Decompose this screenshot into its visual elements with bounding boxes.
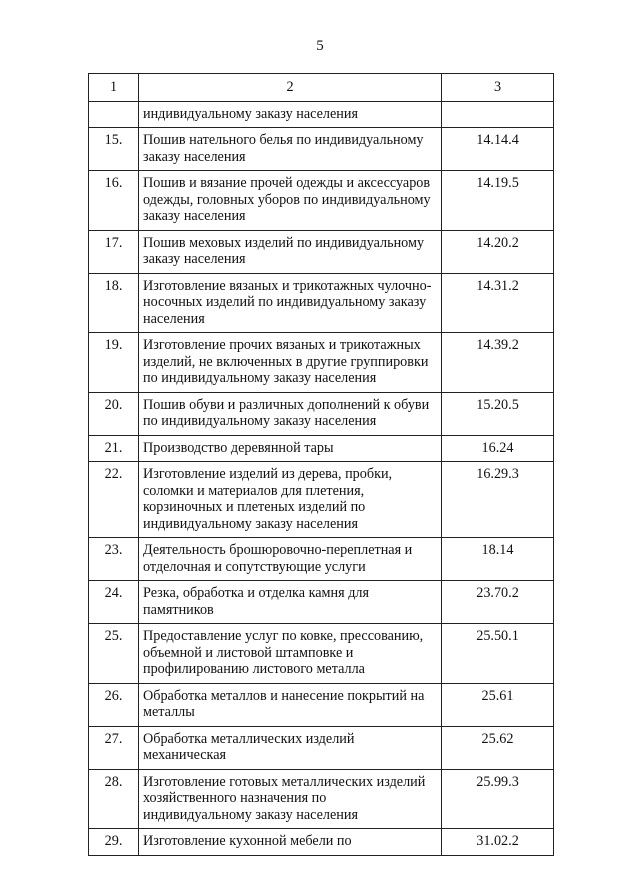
row-description: индивидуальному заказу населения xyxy=(139,101,442,128)
row-code: 16.29.3 xyxy=(442,462,554,538)
table-row xyxy=(89,769,554,829)
row-description: Пошив нательного белья по индивидуальному заказу населения xyxy=(139,128,442,171)
row-description: Предоставление услуг по ковке, прессованию, объемной и листовой штамповке и профилированию листового металла xyxy=(139,624,442,684)
table-row xyxy=(89,581,554,624)
row-code: 14.14.4 xyxy=(442,128,554,171)
row-description: Обработка металлов и нанесение покрытий на металлы xyxy=(139,683,442,726)
row-code: 25.99.3 xyxy=(442,769,554,829)
row-code: 31.02.2 xyxy=(442,829,554,856)
row-description: Производство деревянной тары xyxy=(139,435,442,462)
row-code: 23.70.2 xyxy=(442,581,554,624)
row-number: 25. xyxy=(89,624,139,684)
row-number: 24. xyxy=(89,581,139,624)
table-header-row xyxy=(89,74,554,102)
row-code: 14.31.2 xyxy=(442,273,554,333)
row-description: Изготовление вязаных и трикотажных чулочно-носочных изделий по индивидуальному заказу населения xyxy=(139,273,442,333)
row-number: 28. xyxy=(89,769,139,829)
row-code xyxy=(442,101,554,128)
row-number: 27. xyxy=(89,726,139,769)
page-number: 5 xyxy=(316,38,324,54)
table-row xyxy=(89,683,554,726)
row-number: 17. xyxy=(89,230,139,273)
table-row xyxy=(89,462,554,538)
row-number: 20. xyxy=(89,392,139,435)
row-description: Пошив обуви и различных дополнений к обуви по индивидуальному заказу населения xyxy=(139,392,442,435)
row-description: Резка, обработка и отделка камня для памятников xyxy=(139,581,442,624)
header-cell-description: 2 xyxy=(139,74,442,102)
table-row xyxy=(89,230,554,273)
row-number xyxy=(89,101,139,128)
row-description: Деятельность брошюровочно-переплетная и отделочная и сопутствующие услуги xyxy=(139,538,442,581)
row-description: Изготовление кухонной мебели по xyxy=(139,829,442,856)
row-code: 14.19.5 xyxy=(442,171,554,231)
table-row xyxy=(89,392,554,435)
row-number: 15. xyxy=(89,128,139,171)
table-row xyxy=(89,171,554,231)
row-number: 21. xyxy=(89,435,139,462)
table-row xyxy=(89,435,554,462)
row-code: 25.50.1 xyxy=(442,624,554,684)
row-description: Изготовление прочих вязаных и трикотажных изделий, не включенных в другие группировки по индивидуальному заказу населения xyxy=(139,333,442,393)
table-row xyxy=(89,829,554,856)
table-row xyxy=(89,726,554,769)
table-row xyxy=(89,624,554,684)
row-description: Изготовление готовых металлических изделий хозяйственного назначения по индивидуальному заказу населения xyxy=(139,769,442,829)
row-number: 16. xyxy=(89,171,139,231)
row-number: 19. xyxy=(89,333,139,393)
row-number: 29. xyxy=(89,829,139,856)
row-description: Обработка металлических изделий механическая xyxy=(139,726,442,769)
table-row xyxy=(89,101,554,128)
row-code: 14.20.2 xyxy=(442,230,554,273)
table-row xyxy=(89,128,554,171)
header-cell-code: 3 xyxy=(442,74,554,102)
row-description: Изготовление изделий из дерева, пробки, соломки и материалов для плетения, корзиночных и плетеных изделий по индивидуальному заказу населения xyxy=(139,462,442,538)
row-number: 18. xyxy=(89,273,139,333)
row-number: 26. xyxy=(89,683,139,726)
table-row xyxy=(89,273,554,333)
row-code: 25.61 xyxy=(442,683,554,726)
table-row xyxy=(89,538,554,581)
row-code: 16.24 xyxy=(442,435,554,462)
row-description: Пошив и вязание прочей одежды и аксессуаров одежды, головных уборов по индивидуальному заказу населения xyxy=(139,171,442,231)
row-number: 22. xyxy=(89,462,139,538)
table-row xyxy=(89,333,554,393)
row-code: 18.14 xyxy=(442,538,554,581)
header-cell-number: 1 xyxy=(89,74,139,102)
row-code: 14.39.2 xyxy=(442,333,554,393)
activities-table xyxy=(88,73,554,856)
row-description: Пошив меховых изделий по индивидуальному заказу населения xyxy=(139,230,442,273)
row-number: 23. xyxy=(89,538,139,581)
row-code: 25.62 xyxy=(442,726,554,769)
row-code: 15.20.5 xyxy=(442,392,554,435)
